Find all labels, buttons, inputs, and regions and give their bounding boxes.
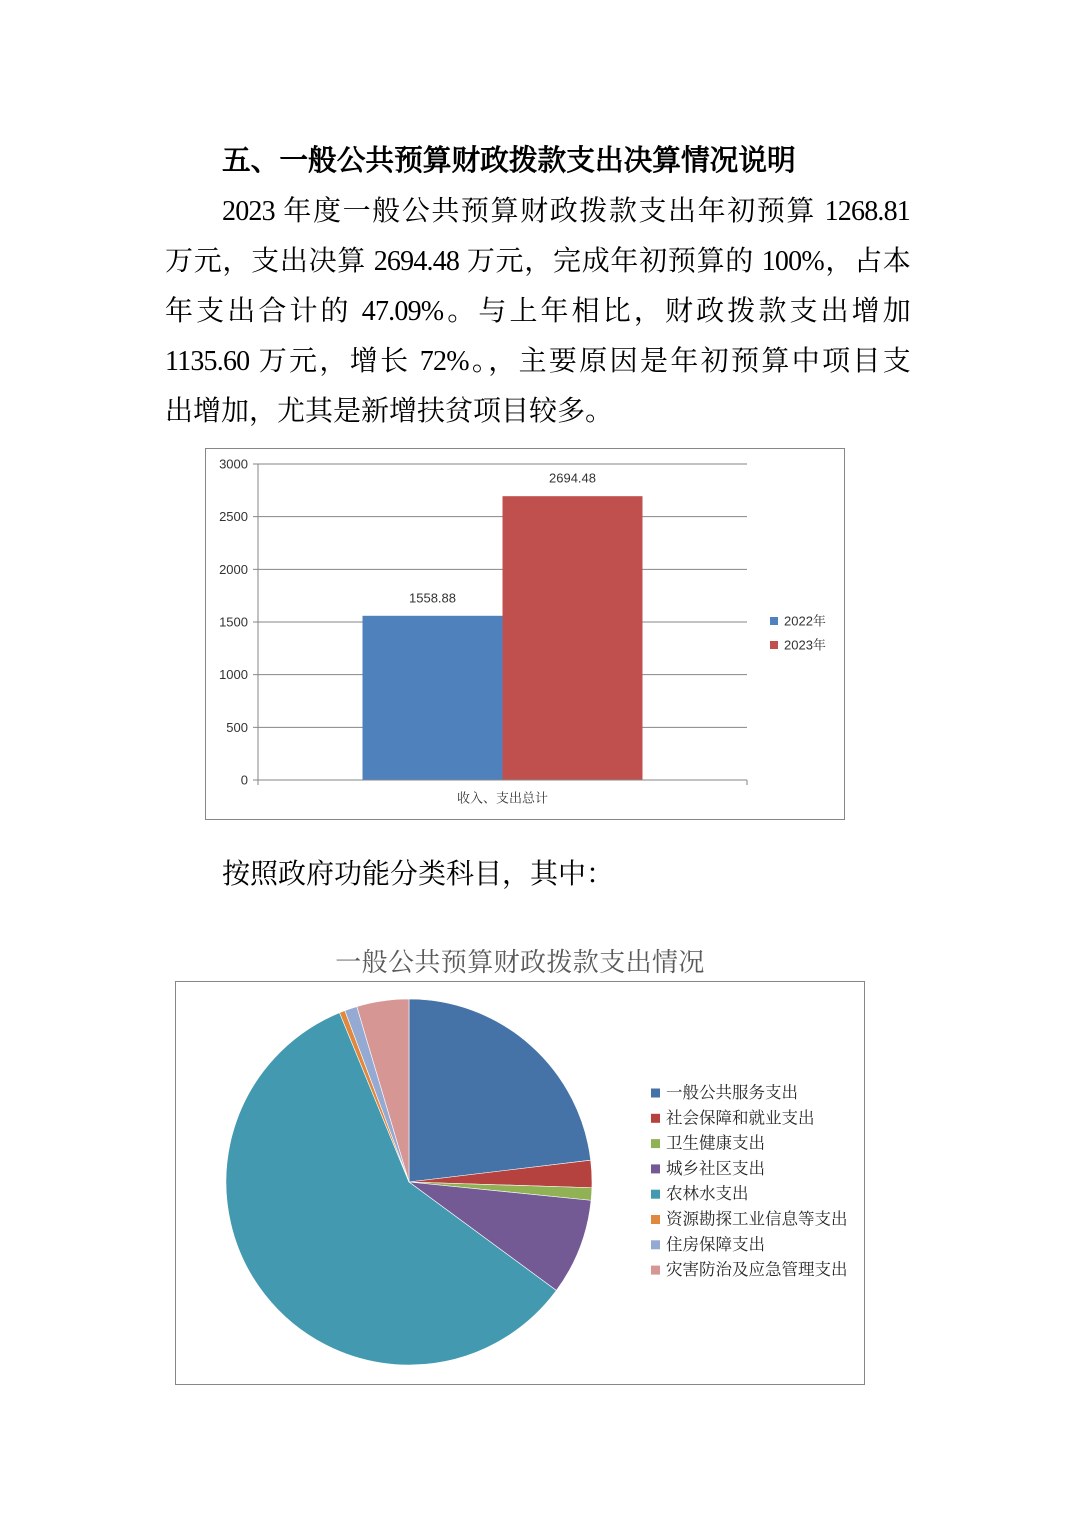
y-tick-label: 2500 [219,509,248,525]
legend-label-2023: 2023年 [784,637,826,653]
legend-swatch-agriculture-forestry-water [651,1190,660,1199]
pie-chart-canvas [176,982,864,1384]
paragraph-line: 1135.60 万元，增长 72%。，主要原因是年初预算中项目支 [165,346,910,377]
legend-label-agriculture-forestry-water: 农林水支出 [666,1185,749,1204]
legend-swatch-social-security-employment [651,1114,660,1123]
data-label-2022: 1558.88 [409,590,456,606]
bar-chart-canvas [206,449,844,819]
legend-label-housing-security: 住房保障支出 [666,1235,765,1254]
legend-swatch-urban-rural-community [651,1164,660,1173]
legend-label-social-security-employment: 社会保障和就业支出 [666,1109,815,1128]
paragraph-line: 万元，支出决算 2694.48 万元，完成年初预算的 100%，占本 [165,246,910,277]
y-tick-label: 2000 [219,561,248,577]
paragraph-line: 年支出合计的 47.09%。与上年相比，财政拨款支出增加 [165,296,910,327]
paragraph-line: 出增加，尤其是新增扶贫项目较多。 [165,396,614,427]
legend-label-resources-industry-info: 资源勘探工业信息等支出 [666,1210,848,1229]
y-tick-label: 3000 [219,456,248,472]
legend-swatch-2022 [770,617,778,625]
legend-swatch-resources-industry-info [651,1215,660,1224]
legend-label-health: 卫生健康支出 [666,1134,765,1153]
data-label-2023: 2694.48 [549,470,596,486]
y-tick-label: 1500 [219,614,248,630]
y-tick-label: 500 [226,719,248,735]
y-tick-label: 0 [240,772,248,788]
legend-swatch-2023 [770,641,778,649]
classification-intro: 按照政府功能分类科目，其中： [222,859,615,890]
legend-label-disaster-prevention-emergency: 灾害防治及应急管理支出 [666,1261,848,1280]
budget-paragraph [165,187,910,437]
legend-label-general-public-services: 一般公共服务支出 [666,1084,798,1102]
pie-slice-general-public-services [409,999,591,1182]
y-tick-label: 1000 [219,667,248,683]
pie-chart-title: 一般公共预算财政拨款支出情况 [335,947,705,977]
legend-swatch-housing-security [651,1240,660,1249]
paragraph-line: 2023 年度一般公共预算财政拨款支出年初预算 1268.81 [222,196,910,227]
legend-swatch-general-public-services [651,1089,660,1098]
bar-2023 [503,496,643,780]
section-heading: 五、一般公共预算财政拨款支出决算情况说明 [222,143,796,177]
legend-swatch-health [651,1139,660,1148]
legend-swatch-disaster-prevention-emergency [651,1266,660,1275]
legend-label-2022: 2022年 [784,613,826,629]
bar-chart [205,448,845,820]
bar-2022 [363,616,503,780]
legend-label-urban-rural-community: 城乡社区支出 [666,1159,765,1178]
pie-chart [175,981,865,1385]
x-category-label: 收入、支出总计 [456,790,549,806]
